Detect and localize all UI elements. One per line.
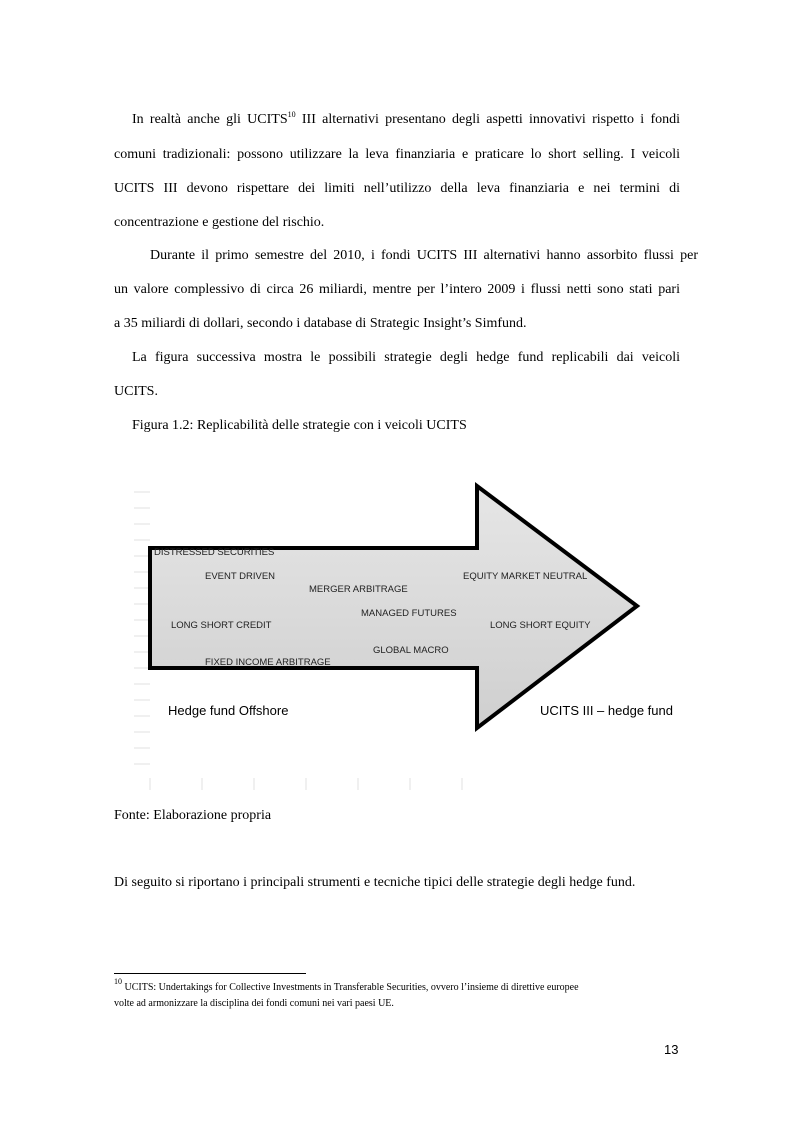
label-equity-market-neutral: EQUITY MARKET NEUTRAL bbox=[463, 571, 588, 582]
label-global-macro: GLOBAL MACRO bbox=[373, 645, 449, 656]
label-merger-arbitrage: MERGER ARBITRAGE bbox=[309, 584, 408, 595]
page-number: 13 bbox=[664, 1042, 679, 1057]
paragraph-1-line-2: comuni tradizionali: possono utilizzare la leva finanziaria e praticare lo short selling. I veicoli bbox=[114, 147, 680, 162]
footnote-divider bbox=[114, 973, 306, 974]
paragraph-2-line-3: a 35 miliardi di dollari, secondo i database di Strategic Insight’s Simfund. bbox=[114, 316, 527, 331]
footnote-line-1 bbox=[114, 977, 680, 993]
paragraph-1-line-4: concentrazione e gestione del rischio. bbox=[114, 215, 325, 230]
label-fixed-income-arbitrage: FIXED INCOME ARBITRAGE bbox=[205, 657, 331, 668]
strategy-arrow-diagram bbox=[120, 470, 720, 800]
label-hedge-fund-offshore: Hedge fund Offshore bbox=[168, 703, 289, 718]
paragraph-3-line-1: La figura successiva mostra le possibili strategie degli hedge fund replicabili dai veicoli bbox=[132, 350, 680, 365]
paragraph-1-line-3: UCITS III devono rispettare dei limiti nell’utilizzo della leva finanziaria e nei termini di bbox=[114, 181, 680, 196]
label-event-driven: EVENT DRIVEN bbox=[205, 571, 276, 582]
paragraph-3-line-2: UCITS. bbox=[114, 384, 158, 399]
paragraph-2-line-1: Durante il primo semestre del 2010, i fondi UCITS III alternativi hanno assorbito flussi per bbox=[150, 248, 698, 263]
footnote-line-2: volte ad armonizzare la disciplina dei fondi comuni nei vari paesi UE. bbox=[114, 998, 394, 1009]
label-distressed-securities: DISTRESSED SECURITIES bbox=[154, 547, 275, 558]
figure-source: Fonte: Elaborazione propria bbox=[114, 808, 272, 823]
arrow-shape bbox=[150, 486, 637, 728]
footnote-number: 10 bbox=[114, 977, 122, 986]
paragraph-1-line-1-end: III alternativi presentano degli aspetti innovativi rispetto i fondi bbox=[295, 112, 680, 127]
label-long-short-equity: LONG SHORT EQUITY bbox=[490, 620, 591, 631]
closing-sentence: Di seguito si riportano i principali strumenti e tecniche tipici delle strategie degli hedge fund. bbox=[114, 875, 636, 890]
paragraph-2-line-2: un valore complessivo di circa 26 miliardi, mentre per l’intero 2009 i flussi netti sono stati pari bbox=[114, 282, 680, 297]
label-ucits-hedge-fund: UCITS III – hedge fund bbox=[540, 703, 673, 718]
strategy-figure bbox=[120, 470, 720, 800]
footnote-ref-10[interactable]: 10 bbox=[287, 110, 296, 119]
paragraph-1-line-1 bbox=[114, 112, 680, 128]
footnote-text-1: UCITS: Undertakings for Collective Investments in Transferable Securities, ovvero l’insieme di direttive europee bbox=[122, 982, 579, 993]
figure-caption: Figura 1.2: Replicabilità delle strategie con i veicoli UCITS bbox=[132, 418, 467, 433]
label-managed-futures: MANAGED FUTURES bbox=[361, 608, 457, 619]
label-long-short-credit: LONG SHORT CREDIT bbox=[171, 620, 272, 631]
paragraph-1-line-1-start: In realtà anche gli UCITS bbox=[132, 112, 288, 127]
